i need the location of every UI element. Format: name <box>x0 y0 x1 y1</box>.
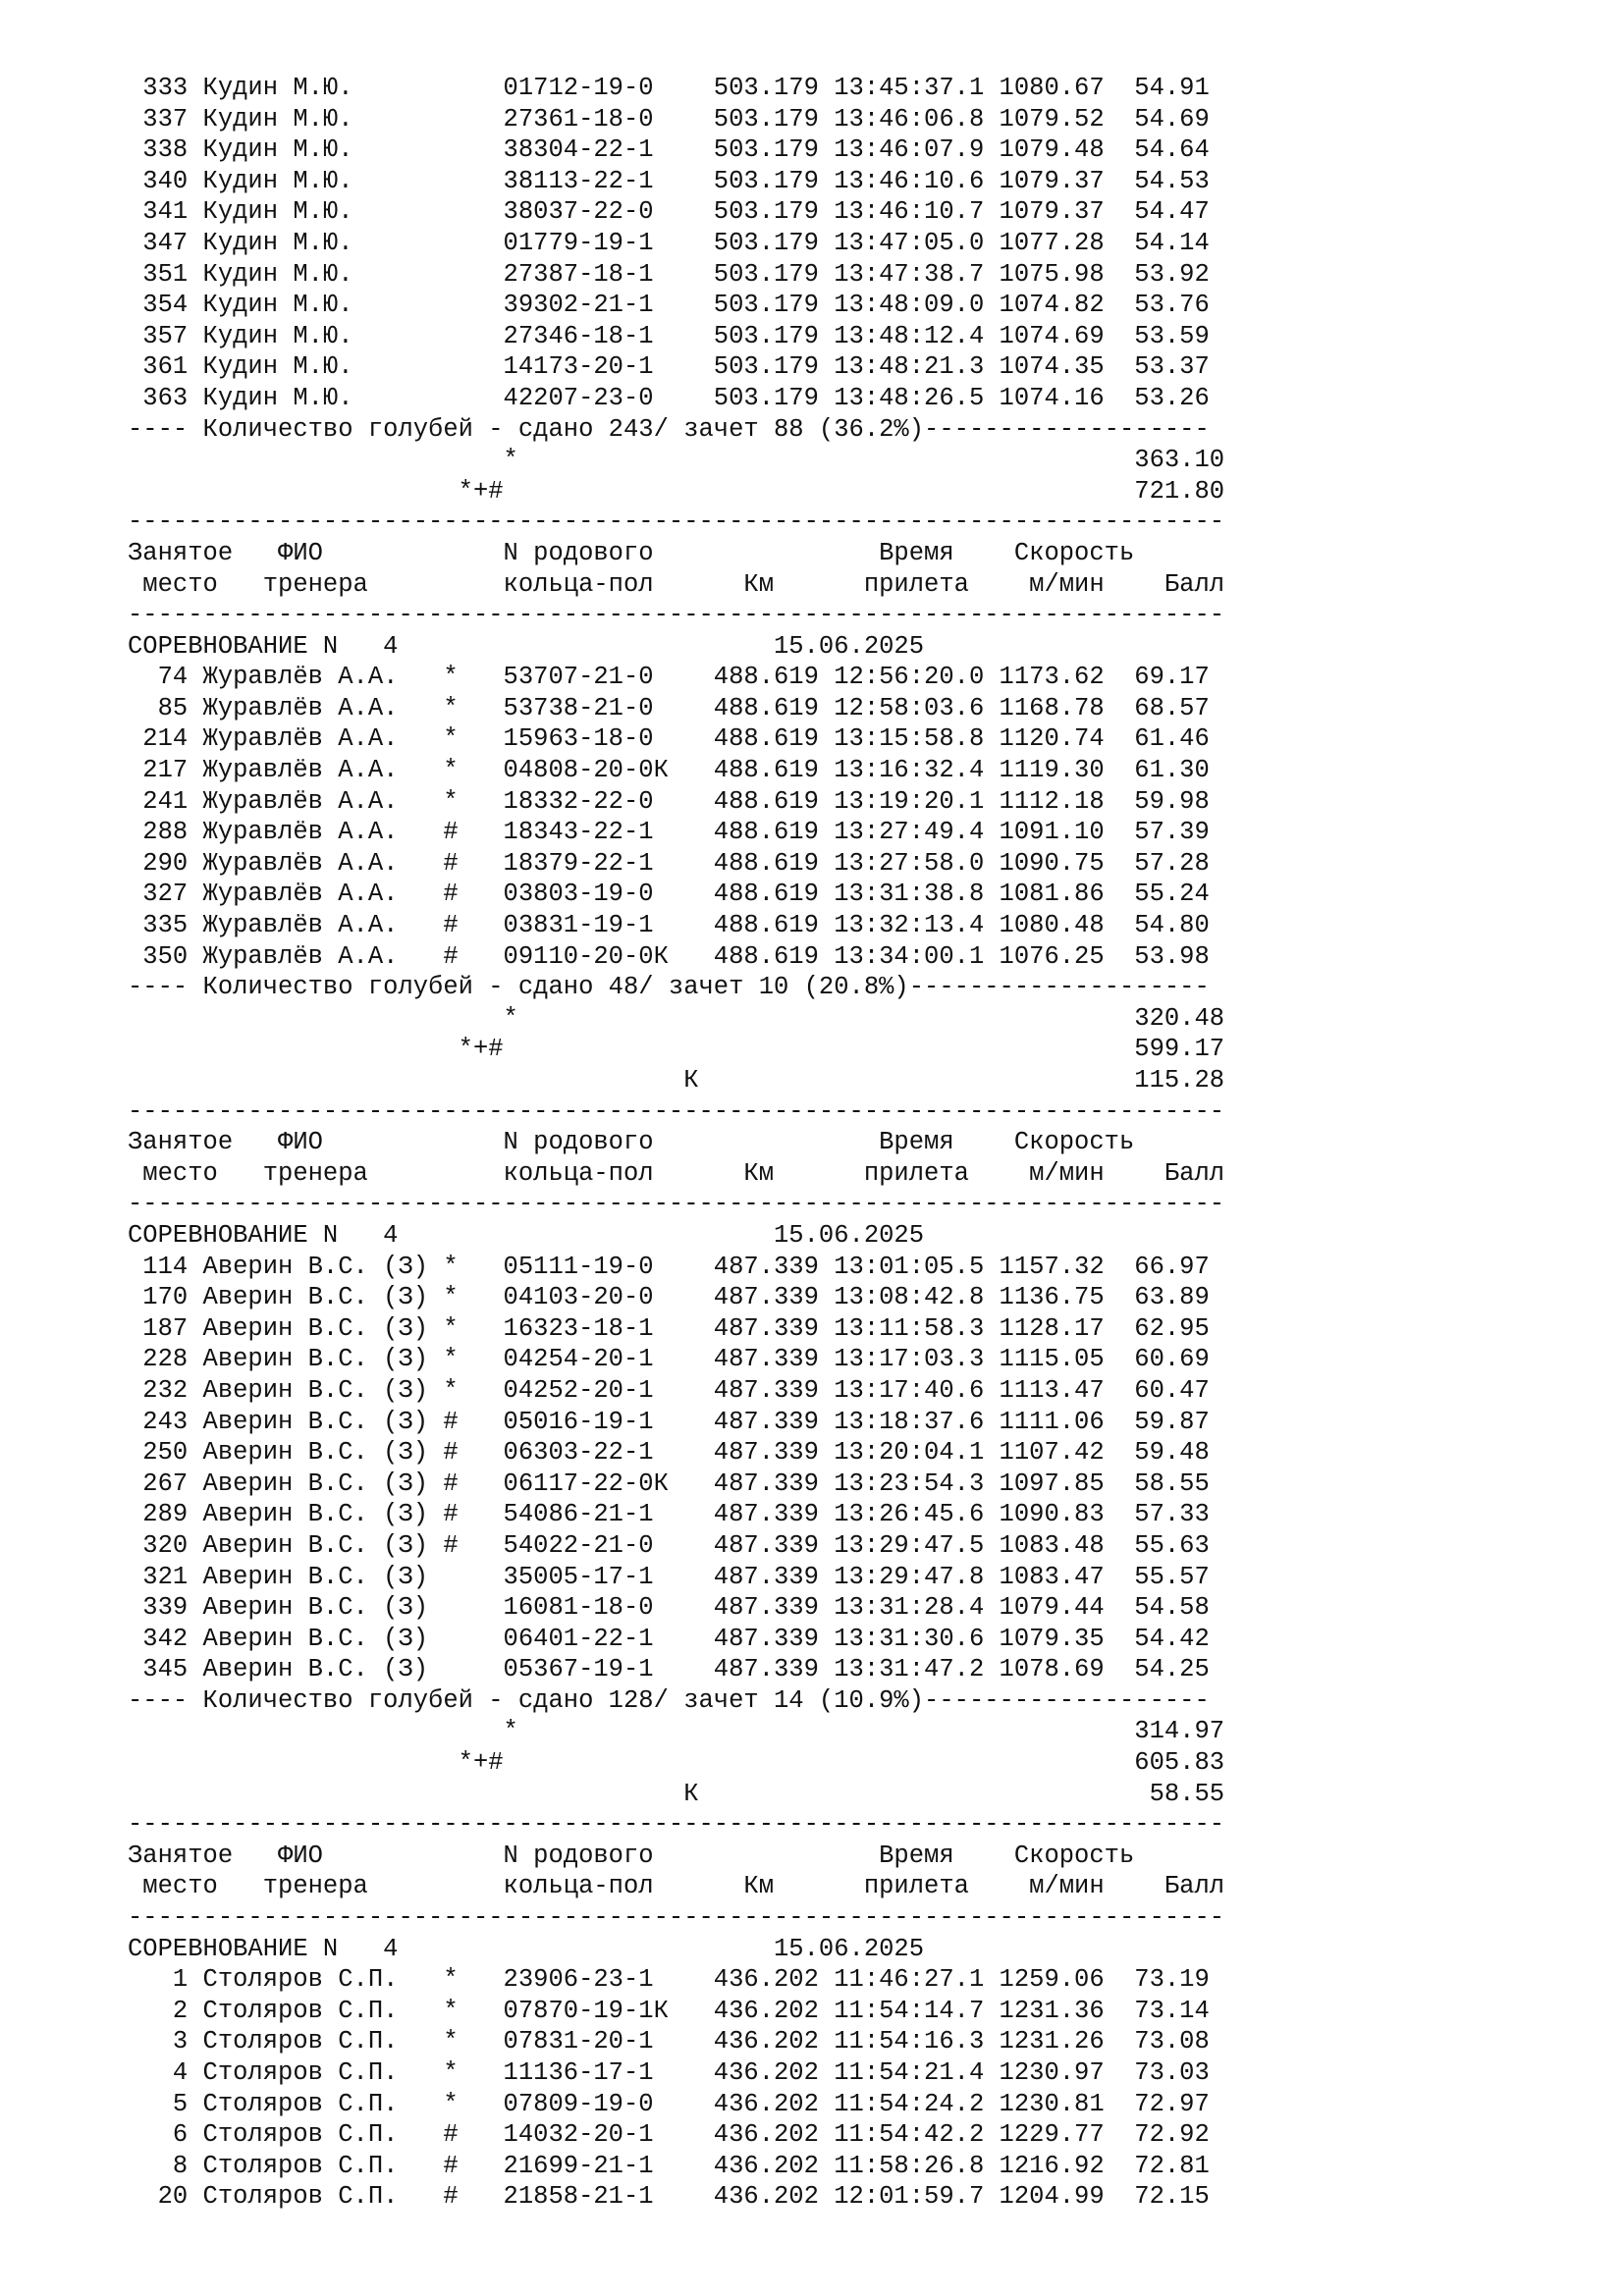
competition-title: СОРЕВНОВАНИЕ N 4 15.06.2025 <box>128 1934 925 1963</box>
separator-line: ------------------------------------------------------------------------- <box>128 1096 1225 1126</box>
result-row: 3 Столяров С.П. * 07831-20-1 436.202 11:54:16.3 1231.26 73.08 <box>128 2027 1210 2056</box>
result-row: 288 Журавлёв А.А. # 18343-22-1 488.619 13:27:49.4 1091.10 57.39 <box>128 818 1210 847</box>
table-header-row-1: Занятое ФИО N родового Время Скорость <box>128 1128 1135 1157</box>
total-row: * 314.97 <box>128 1717 1225 1746</box>
result-row: 243 Аверин В.С. (З) # 05016-19-1 487.339 13:18:37.6 1111.06 59.87 <box>128 1407 1210 1436</box>
total-row: *+# 721.80 <box>128 476 1225 506</box>
result-row: 267 Аверин В.С. (З) # 06117-22-0К 487.339 13:23:54.3 1097.85 58.55 <box>128 1468 1210 1498</box>
result-row: 337 Кудин М.Ю. 27361-18-0 503.179 13:46:06.8 1079.52 54.69 <box>128 104 1210 133</box>
result-row: 228 Аверин В.С. (З) * 04254-20-1 487.339 13:17:03.3 1115.05 60.69 <box>128 1345 1210 1374</box>
result-row: 20 Столяров С.П. # 21858-21-1 436.202 12:01:59.7 1204.99 72.15 <box>128 2182 1210 2212</box>
result-row: 351 Кудин М.Ю. 27387-18-1 503.179 13:47:38.7 1075.98 53.92 <box>128 259 1210 289</box>
table-header-row-1: Занятое ФИО N родового Время Скорость <box>128 538 1135 567</box>
result-row: 341 Кудин М.Ю. 38037-22-0 503.179 13:46:10.7 1079.37 54.47 <box>128 197 1210 227</box>
result-row: 85 Журавлёв А.А. * 53738-21-0 488.619 12:58:03.6 1168.78 68.57 <box>128 693 1210 722</box>
result-row: 290 Журавлёв А.А. # 18379-22-1 488.619 13:27:58.0 1090.75 57.28 <box>128 848 1210 878</box>
result-row: 320 Аверин В.С. (З) # 54022-21-0 487.339 13:29:47.5 1083.48 55.63 <box>128 1530 1210 1560</box>
summary-line: ---- Количество голубей - сдано 48/ зачет 10 (20.8%)-------------------- <box>128 973 1210 1002</box>
separator-line: ------------------------------------------------------------------------- <box>128 1190 1225 1219</box>
competition-title: СОРЕВНОВАНИЕ N 4 15.06.2025 <box>128 631 925 661</box>
result-row: 321 Аверин В.С. (З) 35005-17-1 487.339 13:29:47.8 1083.47 55.57 <box>128 1562 1210 1591</box>
result-row: 350 Журавлёв А.А. # 09110-20-0К 488.619 13:34:00.1 1076.25 53.98 <box>128 941 1210 971</box>
table-header-row-2: место тренера кольца-пол Км прилета м/мин Балл <box>128 1872 1225 1901</box>
separator-line: ------------------------------------------------------------------------- <box>128 601 1225 630</box>
result-row: 340 Кудин М.Ю. 38113-22-1 503.179 13:46:10.6 1079.37 54.53 <box>128 166 1210 195</box>
result-row: 217 Журавлёв А.А. * 04808-20-0К 488.619 13:16:32.4 1119.30 61.30 <box>128 756 1210 785</box>
result-row: 345 Аверин В.С. (З) 05367-19-1 487.339 13:31:47.2 1078.69 54.25 <box>128 1655 1210 1684</box>
result-row: 241 Журавлёв А.А. * 18332-22-0 488.619 13:19:20.1 1112.18 59.98 <box>128 786 1210 816</box>
result-row: 363 Кудин М.Ю. 42207-23-0 503.179 13:48:26.5 1074.16 53.26 <box>128 383 1210 412</box>
table-header-row-1: Занятое ФИО N родового Время Скорость <box>128 1841 1135 1870</box>
result-row: 214 Журавлёв А.А. * 15963-18-0 488.619 13:15:58.8 1120.74 61.46 <box>128 724 1210 754</box>
result-row: 187 Аверин В.С. (З) * 16323-18-1 487.339 13:11:58.3 1128.17 62.95 <box>128 1313 1210 1343</box>
result-row: 114 Аверин В.С. (З) * 05111-19-0 487.339 13:01:05.5 1157.32 66.97 <box>128 1252 1210 1281</box>
result-row: 2 Столяров С.П. * 07870-19-1К 436.202 11:54:14.7 1231.36 73.14 <box>128 1996 1210 2025</box>
result-row: 335 Журавлёв А.А. # 03831-19-1 488.619 13:32:13.4 1080.48 54.80 <box>128 911 1210 940</box>
summary-line: ---- Количество голубей - сдано 243/ зачет 88 (36.2%)------------------- <box>128 414 1210 444</box>
result-row: 8 Столяров С.П. # 21699-21-1 436.202 11:58:26.8 1216.92 72.81 <box>128 2151 1210 2180</box>
result-row: 74 Журавлёв А.А. * 53707-21-0 488.619 12:56:20.0 1173.62 69.17 <box>128 663 1210 692</box>
result-row: 327 Журавлёв А.А. # 03803-19-0 488.619 13:31:38.8 1081.86 55.24 <box>128 880 1210 909</box>
separator-line: ------------------------------------------------------------------------- <box>128 1903 1225 1933</box>
total-row: * 363.10 <box>128 446 1225 475</box>
competition-title: СОРЕВНОВАНИЕ N 4 15.06.2025 <box>128 1220 925 1250</box>
total-row: *+# 599.17 <box>128 1035 1225 1064</box>
separator-line: ------------------------------------------------------------------------- <box>128 1810 1225 1840</box>
result-row: 4 Столяров С.П. * 11136-17-1 436.202 11:54:21.4 1230.97 73.03 <box>128 2058 1210 2087</box>
result-row: 5 Столяров С.П. * 07809-19-0 436.202 11:54:24.2 1230.81 72.97 <box>128 2089 1210 2118</box>
result-row: 339 Аверин В.С. (З) 16081-18-0 487.339 13:31:28.4 1079.44 54.58 <box>128 1593 1210 1623</box>
summary-line: ---- Количество голубей - сдано 128/ зачет 14 (10.9%)------------------- <box>128 1685 1210 1715</box>
total-row: К 58.55 <box>128 1779 1225 1808</box>
result-row: 289 Аверин В.С. (З) # 54086-21-1 487.339 13:26:45.6 1090.83 57.33 <box>128 1500 1210 1529</box>
total-row: * 320.48 <box>128 1003 1225 1033</box>
result-row: 338 Кудин М.Ю. 38304-22-1 503.179 13:46:07.9 1079.48 54.64 <box>128 135 1210 165</box>
result-row: 1 Столяров С.П. * 23906-23-1 436.202 11:46:27.1 1259.06 73.19 <box>128 1965 1210 1995</box>
result-row: 333 Кудин М.Ю. 01712-19-0 503.179 13:45:37.1 1080.67 54.91 <box>128 74 1210 102</box>
results-document <box>128 73 1224 2213</box>
result-row: 6 Столяров С.П. # 14032-20-1 436.202 11:54:42.2 1229.77 72.92 <box>128 2120 1210 2150</box>
table-header-row-2: место тренера кольца-пол Км прилета м/мин Балл <box>128 1158 1225 1188</box>
total-row: К 115.28 <box>128 1066 1225 1095</box>
result-row: 357 Кудин М.Ю. 27346-18-1 503.179 13:48:12.4 1074.69 53.59 <box>128 321 1210 350</box>
separator-line: ------------------------------------------------------------------------- <box>128 507 1225 537</box>
result-row: 361 Кудин М.Ю. 14173-20-1 503.179 13:48:21.3 1074.35 53.37 <box>128 352 1210 382</box>
result-row: 250 Аверин В.С. (З) # 06303-22-1 487.339 13:20:04.1 1107.42 59.48 <box>128 1438 1210 1468</box>
result-row: 354 Кудин М.Ю. 39302-21-1 503.179 13:48:09.0 1074.82 53.76 <box>128 291 1210 320</box>
result-row: 342 Аверин В.С. (З) 06401-22-1 487.339 13:31:30.6 1079.35 54.42 <box>128 1624 1210 1653</box>
result-row: 170 Аверин В.С. (З) * 04103-20-0 487.339 13:08:42.8 1136.75 63.89 <box>128 1283 1210 1312</box>
result-row: 347 Кудин М.Ю. 01779-19-1 503.179 13:47:05.0 1077.28 54.14 <box>128 228 1210 257</box>
total-row: *+# 605.83 <box>128 1748 1225 1778</box>
result-row: 232 Аверин В.С. (З) * 04252-20-1 487.339 13:17:40.6 1113.47 60.47 <box>128 1375 1210 1405</box>
table-header-row-2: место тренера кольца-пол Км прилета м/мин Балл <box>128 569 1225 599</box>
